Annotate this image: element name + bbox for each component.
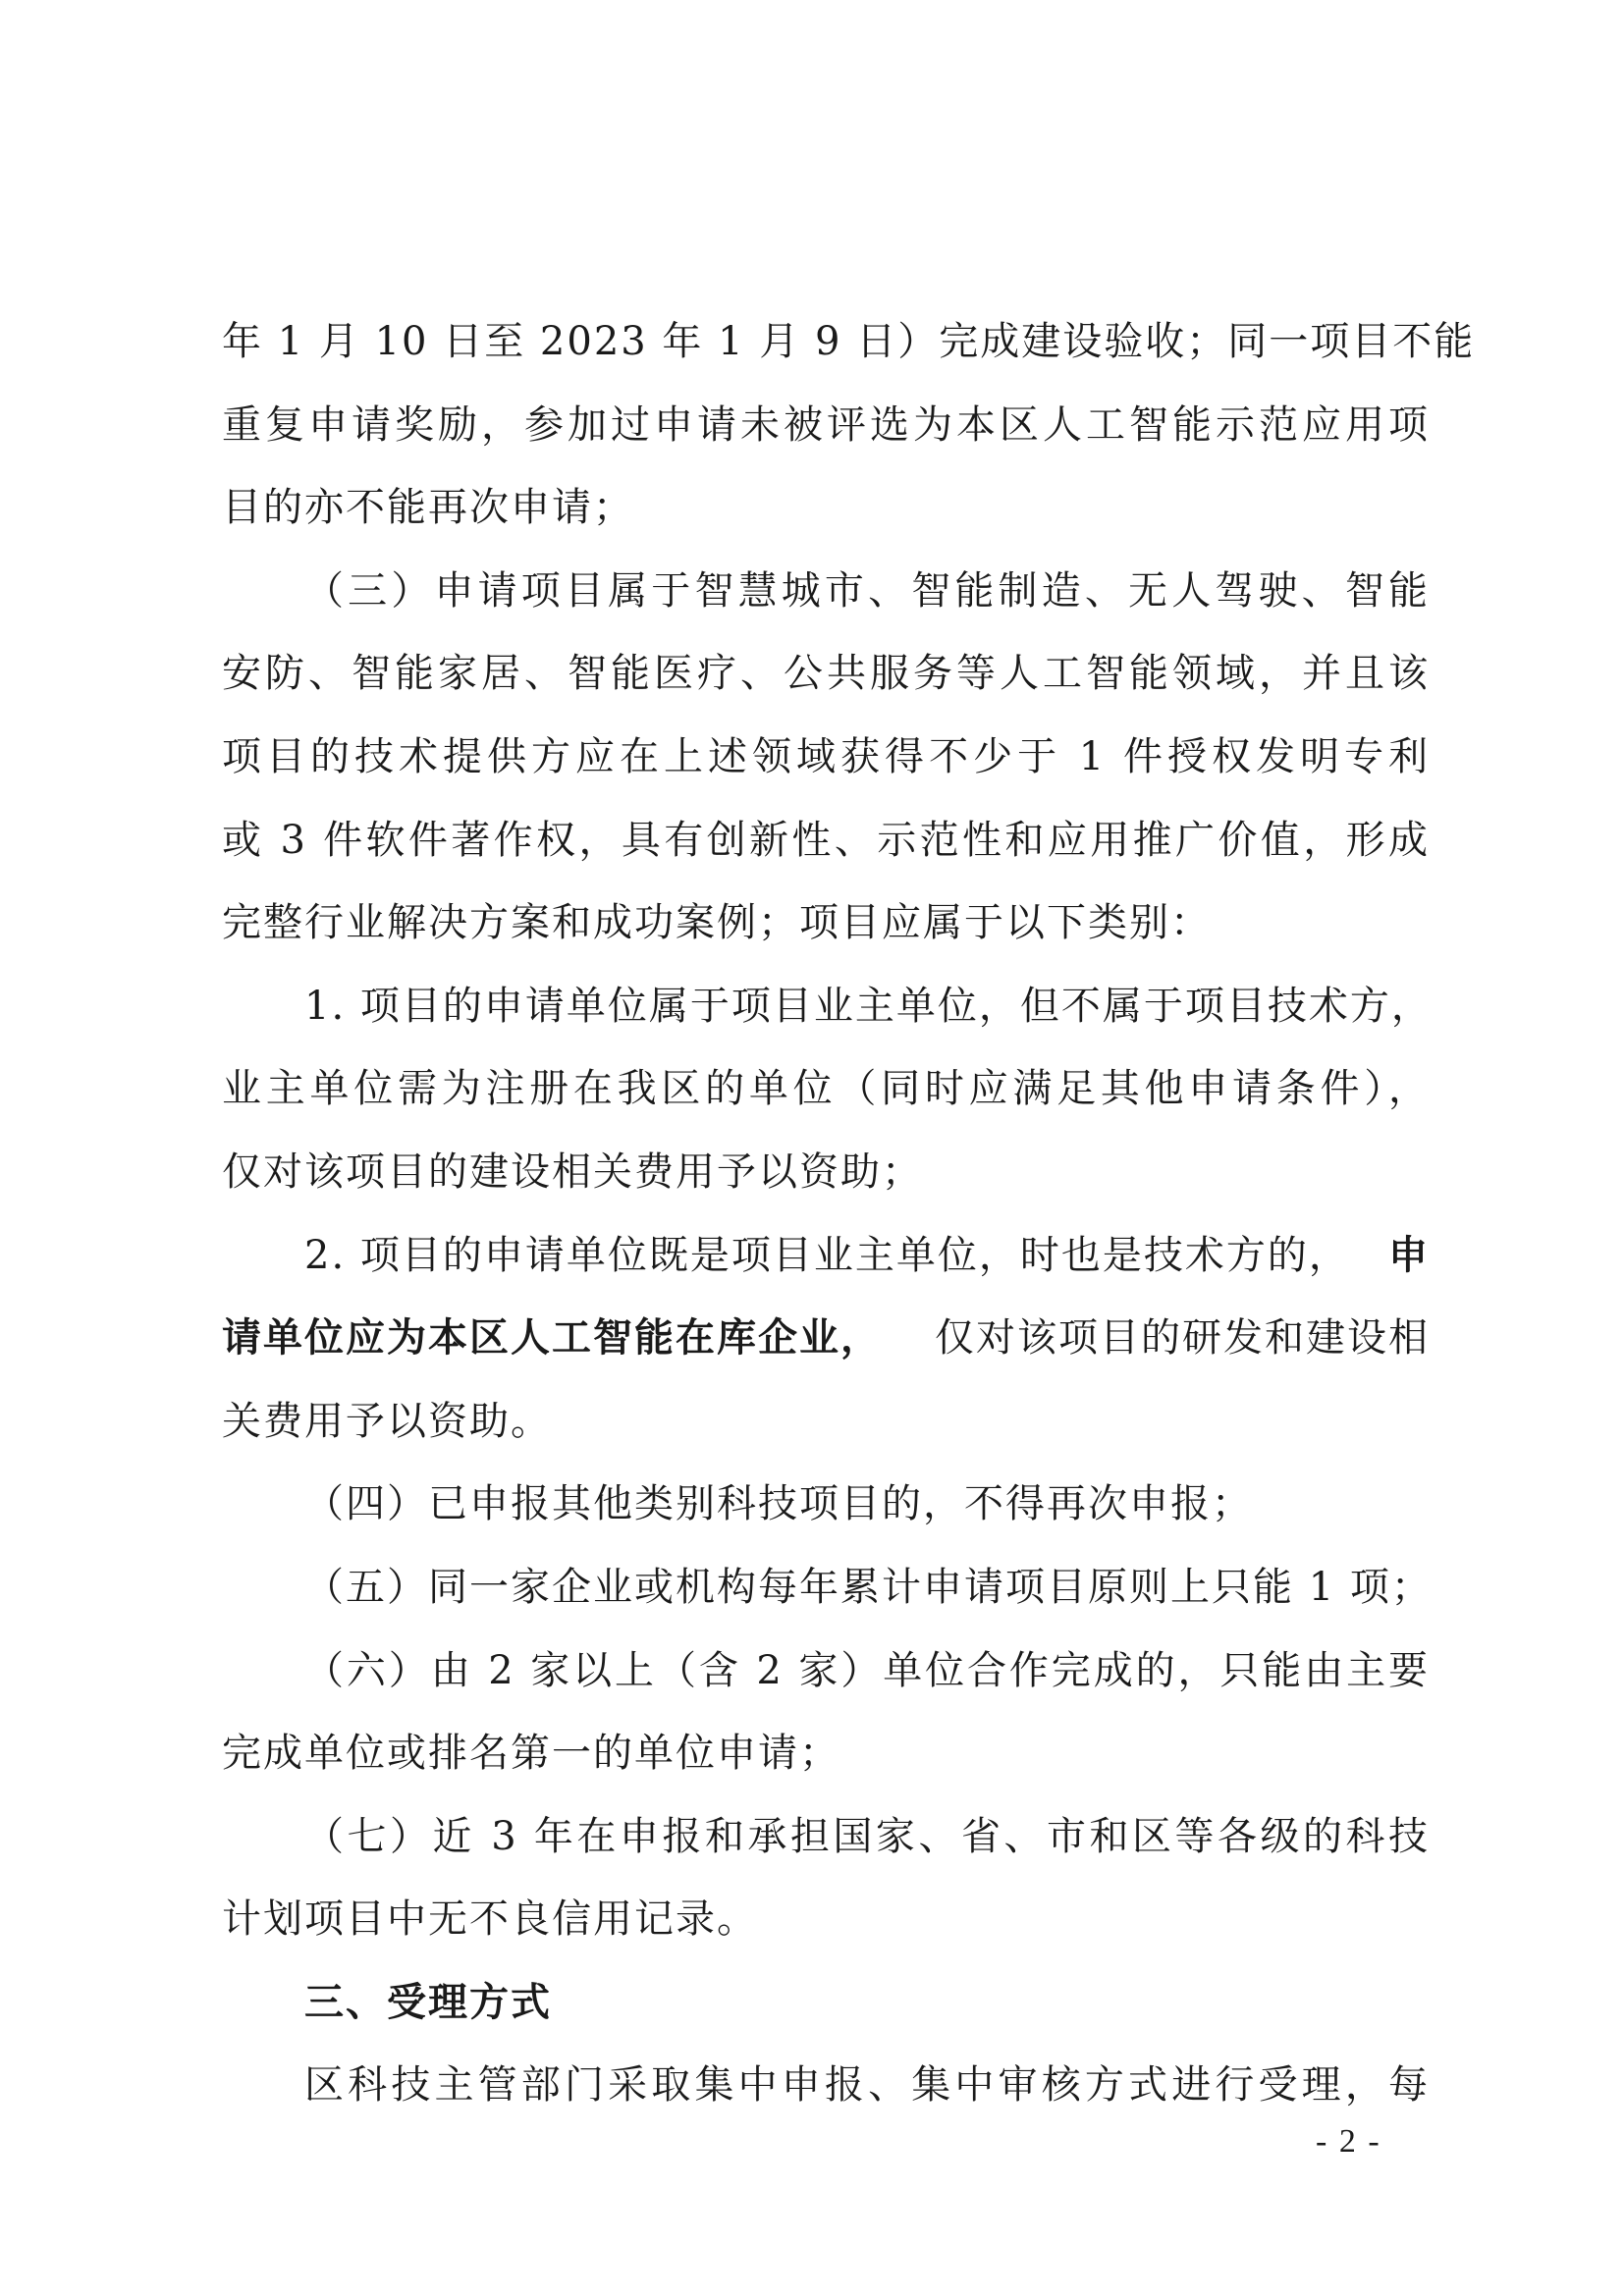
paragraph-text: 仅对该项目的研发和建设相 [935,1315,1430,1362]
paragraph-line: （六）由 2 家以上（含 2 家）单位合作完成的，只能由主要 [304,1647,1430,1693]
paragraph-line: 项目的技术提供方应在上述领域获得不少于 1 件授权发明专利 [222,733,1430,779]
paragraph-line: 业主单位需为注册在我区的单位（同时应满足其他申请条件）， [222,1066,1430,1112]
paragraph-line: （七）近 3 年在申报和承担国家、省、市和区等各级的科技 [304,1813,1430,1859]
paragraph-line: 年 1 月 10 日至 2023 年 1 月 9 日）完成建设验收；同一项目不能 [222,319,1476,364]
paragraph-line [222,1214,1430,1298]
section-heading: 三、受理方式 [304,1979,552,2025]
paragraph-line [222,1297,1430,1380]
paragraph-line: （三）申请项目属于智慧城市、智能制造、无人驾驶、智能 [304,567,1430,614]
page-number: - 2 - [1316,2123,1381,2160]
paragraph-line: 安防、智能家居、智能医疗、公共服务等人工智能领域，并且该 [222,651,1430,697]
paragraph-line: 1. 项目的申请单位属于项目业主单位，但不属于项目技术方， [304,983,1433,1029]
paragraph-line: 目的亦不能再次申请； [222,485,634,531]
document-body [222,300,1476,2127]
paragraph-text: 2. 项目的申请单位既是项目业主单位，时也是技术方的， [304,1232,1350,1278]
paragraph-line: 或 3 件软件著作权，具有创新性、示范性和应用推广价值，形成 [222,817,1430,863]
paragraph-line: 完成单位或排名第一的单位申请； [222,1731,840,1777]
paragraph-line: （五）同一家企业或机构每年累计申请项目原则上只能 1 项； [304,1564,1433,1610]
paragraph-line: 计划项目中无不良信用记录。 [222,1896,758,1943]
bold-emphasis-text: 申 [1388,1231,1430,1278]
paragraph-line: 关费用予以资助。 [222,1398,552,1444]
paragraph-line: 区科技主管部门采取集中申报、集中审核方式进行受理，每 [304,2062,1430,2109]
bold-emphasis-text: 请单位应为本区人工智能在库企业， [222,1314,882,1362]
paragraph-line: 完整行业解决方案和成功案例；项目应属于以下类别： [222,900,1212,946]
paragraph-line: 重复申请奖励，参加过申请未被评选为本区人工智能示范应用项 [222,401,1430,448]
paragraph-line: 仅对该项目的建设相关费用予以资助； [222,1148,923,1195]
paragraph-line: （四）已申报其他类别科技项目的，不得再次申报； [304,1481,1253,1527]
